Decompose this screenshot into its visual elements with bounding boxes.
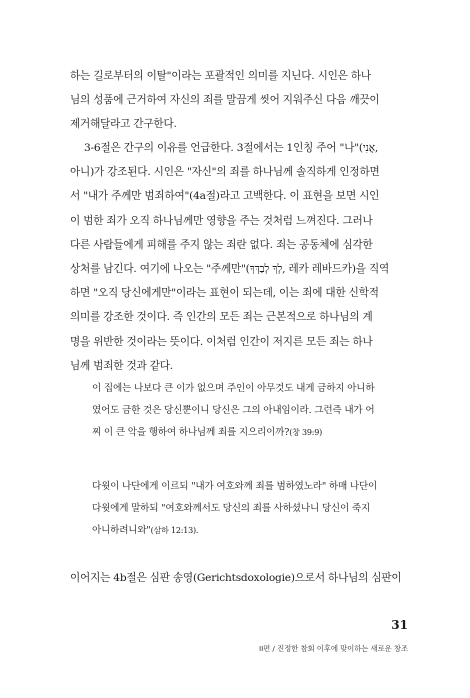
paragraph-line: 하는 길로부터의 이탈"이라는 포괄적인 의미를 지닌다. 시인은 하나: [70, 70, 371, 82]
paragraph-line: 상처를 남긴다. 여기에 나오는 "주께만"(לְךָ לְבַדְּךָ, 레카 레바드카)을 직역: [70, 262, 390, 275]
scripture-reference: (창 39:9): [289, 428, 323, 437]
quote-line: 다윗에게 말하되 "여호와께서도 당신의 죄를 사하셨나니 당신이 죽지: [92, 503, 371, 514]
quote-line: 다윗이 나단에게 이르되 "내가 여호와께 죄를 범하였노라" 하매 나단이: [92, 481, 378, 492]
paragraph-line: 명을 위반한 것이라는 뜻이다. 이처럼 인간이 저지른 모든 죄는 하나: [70, 335, 373, 348]
quote-line: [92, 520, 414, 542]
paragraph-line: 이어지는 4b절은 심판 송영(Gerichtsdoxologie)으로서 하나님의 심판이: [70, 572, 402, 584]
paragraph-2: [70, 136, 414, 378]
quote-text: 아니하려니와": [92, 525, 151, 536]
quote-text: 찌 이 큰 악을 행하여 하나님께 죄를 지으리이까?: [92, 427, 290, 438]
paragraph-line: 님께 범죄한 것과 같다.: [70, 359, 173, 372]
quote-line: 였어도 금한 것은 당신뿐이니 당신은 그의 아내임이라. 그런즉 내가 어: [92, 405, 375, 416]
running-footer-title: II편 / 진정한 참회 이후에 맞이하는 새로운 창조: [258, 644, 408, 653]
block-quote-2: [92, 476, 414, 542]
quote-line: [92, 422, 414, 444]
page-number: 31: [391, 618, 408, 632]
paragraph-line: 님의 성품에 근거하여 자신의 죄를 말끔게 씻어 지워주신 다음 깨끗이: [70, 94, 380, 106]
paragraph-line: 하면 "오직 당신에게만"이라는 표현이 되는데, 이는 죄에 대한 신학적: [70, 287, 379, 300]
paragraph-line: 의미를 강조한 것이다. 즉 인간의 모든 죄는 근본적으로 하나님의 계: [70, 311, 373, 324]
paragraph-line: 서 "내가 주께만 범죄하여"(4a절)라고 고백한다. 이 표현을 보면 시인: [70, 190, 380, 203]
paragraph-line: 제거해달라고 간구한다.: [70, 118, 177, 130]
paragraph-line: 3-6절은 간구의 이유를 언급한다. 3절에서는 1인칭 주어 "나"(אֲנִי,: [84, 142, 379, 154]
paragraph-line: 다른 사람들에게 피해를 주지 않는 죄란 없다. 죄는 공동체에 심각한: [70, 238, 373, 251]
paragraph-1: [70, 64, 414, 136]
scripture-reference: (삼하 12:13).: [150, 526, 199, 535]
paragraph-line: 이 범한 죄가 오직 하나님께만 영향을 주는 것처럼 느껴진다. 그러나: [70, 214, 373, 227]
paragraph-line: 아니)가 강조된다. 시인은 "자신"의 죄를 하나님께 솔직하게 인정하면: [70, 166, 380, 179]
quote-line: 이 집에는 나보다 큰 이가 없으며 주인이 아무것도 내게 금하지 아니하: [92, 383, 375, 394]
block-quote-1: [92, 378, 414, 444]
paragraph-3: [70, 566, 414, 590]
